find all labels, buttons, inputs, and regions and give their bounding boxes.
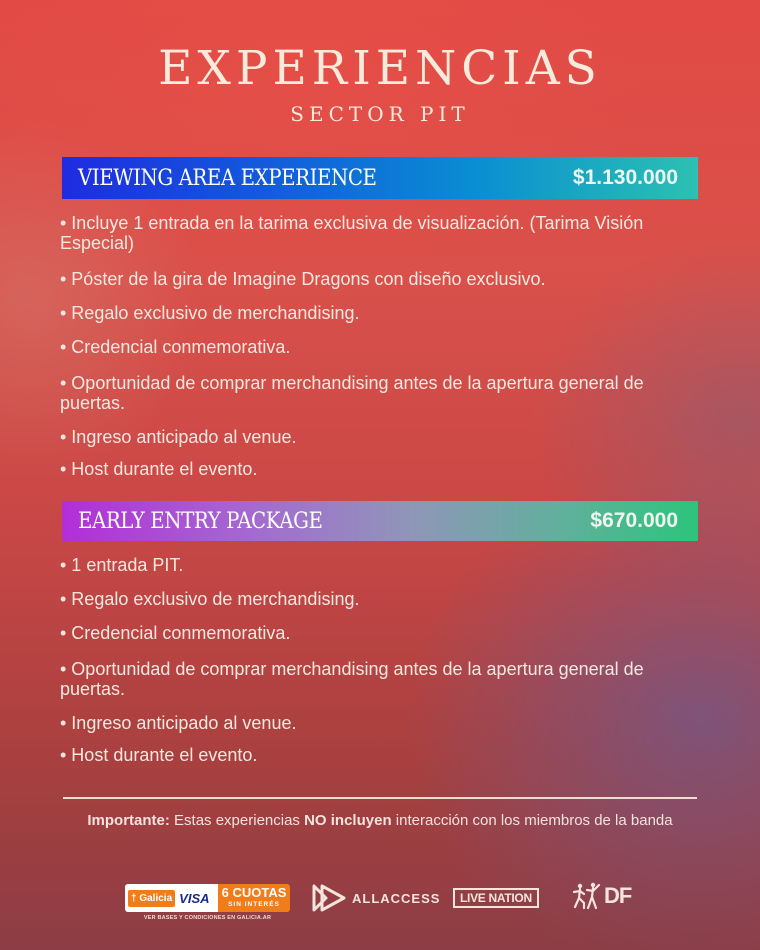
package-header-viewing-area <box>62 157 698 199</box>
package-features-viewing-area <box>60 213 710 479</box>
note-label: Importante: <box>87 812 170 829</box>
feature-item: • 1 entrada PIT. <box>60 555 184 575</box>
feature-item: • Oportunidad de comprar merchandising antes de la apertura general de puertas. <box>60 659 644 699</box>
page-title: EXPERIENCIAS <box>158 41 602 96</box>
package-price: $1.130.000 <box>572 166 678 189</box>
feature-item: • Regalo exclusivo de merchandising. <box>60 303 360 323</box>
feature-item: • Oportunidad de comprar merchandising antes de la apertura general de puertas. <box>60 373 644 413</box>
important-note <box>0 812 760 829</box>
feature-item: • Host durante el evento. <box>60 459 258 479</box>
sponsors-bar <box>0 882 760 932</box>
df-logo: DF <box>572 882 631 910</box>
allaccess-play-icon <box>312 884 346 912</box>
feature-item: • Host durante el evento. <box>60 745 258 765</box>
galicia-visa-promo <box>125 884 290 912</box>
note-text: Estas experiencias <box>169 812 305 829</box>
feature-item: • Credencial conmemorativa. <box>60 337 291 357</box>
divider <box>63 797 697 799</box>
package-price: $670.000 <box>590 509 678 532</box>
feature-item: • Ingreso anticipado al venue. <box>60 713 297 733</box>
header <box>0 41 760 126</box>
package-features-early-entry <box>60 555 710 765</box>
feature-item: • Incluye 1 entrada en la tarima exclusiva de visualización. (Tarima Visión Especial) <box>60 213 644 253</box>
installments-badge: 6 CUOTAS SIN INTERÉS <box>218 884 290 912</box>
dancers-icon <box>572 882 602 910</box>
allaccess-logo: ALLACCESS <box>312 884 440 912</box>
page-subtitle: SECTOR PIT <box>290 102 470 126</box>
galicia-legal-text: VER BASES Y CONDICIONES EN GALICIA.AR <box>143 915 272 921</box>
livenation-logo: LIVE NATION <box>453 888 539 908</box>
feature-item: • Póster de la gira de Imagine Dragons con diseño exclusivo. <box>60 269 546 289</box>
feature-item: • Regalo exclusivo de merchandising. <box>60 589 360 609</box>
note-emphasis: NO incluyen <box>304 812 392 829</box>
visa-logo: VISA <box>179 890 210 906</box>
package-name: EARLY ENTRY PACKAGE <box>78 508 323 534</box>
galicia-logo: † Galicia <box>128 890 175 907</box>
feature-item: • Ingreso anticipado al venue. <box>60 427 297 447</box>
package-name: VIEWING AREA EXPERIENCE <box>78 165 377 191</box>
package-header-early-entry <box>62 501 698 541</box>
note-text: interacción con los miembros de la banda <box>391 812 673 829</box>
feature-item: • Credencial conmemorativa. <box>60 623 291 643</box>
